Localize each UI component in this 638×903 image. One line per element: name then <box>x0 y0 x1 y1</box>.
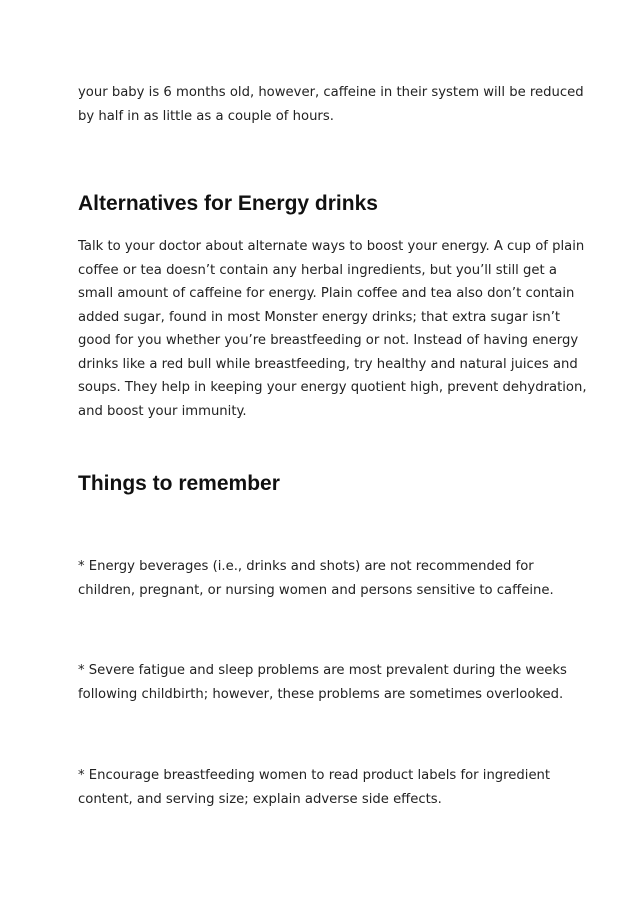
alternatives-line: Talk to your doctor about alternate ways to boost your energy. A cup of plain <box>78 239 585 254</box>
remember-item-line: * Energy beverages (i.e., drinks and shots) are not recommended for <box>78 559 534 574</box>
alternatives-line: and boost your immunity. <box>78 403 247 419</box>
remember-item <box>78 764 578 811</box>
alternatives-line: drinks like a red bull while breastfeeding, try healthy and natural juices and <box>78 356 578 372</box>
alternatives-line: added sugar, found in most Monster energy drinks; that extra sugar isn’t <box>78 309 561 325</box>
remember-item-line: children, pregnant, or nursing women and persons sensitive to caffeine. <box>78 582 554 598</box>
remember-item <box>78 555 578 602</box>
alternatives-paragraph <box>78 235 587 423</box>
remember-item-line: following childbirth; however, these problems are sometimes overlooked. <box>78 686 564 702</box>
remember-item-line: * Encourage breastfeeding women to read product labels for ingredient <box>78 768 551 783</box>
alternatives-line: good for you whether you’re breastfeeding or not. Instead of having energy <box>78 333 579 348</box>
remember-item-line: * Severe fatigue and sleep problems are most prevalent during the weeks <box>78 663 567 678</box>
remember-item-line: content, and serving size; explain adverse side effects. <box>78 791 442 807</box>
alternatives-line: coffee or tea doesn’t contain any herbal ingredients, but you’ll still get a <box>78 262 557 278</box>
alternatives-line: soups. They help in keeping your energy quotient high, prevent dehydration, <box>78 380 587 395</box>
remember-item <box>78 659 578 706</box>
intro-line: by half in as little as a couple of hours. <box>78 108 334 124</box>
intro-paragraph <box>78 81 584 128</box>
remember-heading: Things to remember <box>78 472 280 495</box>
alternatives-heading: Alternatives for Energy drinks <box>78 192 378 215</box>
intro-line: your baby is 6 months old, however, caffeine in their system will be reduced <box>78 85 584 100</box>
alternatives-line: small amount of caffeine for energy. Plain coffee and tea also don’t contain <box>78 286 575 301</box>
